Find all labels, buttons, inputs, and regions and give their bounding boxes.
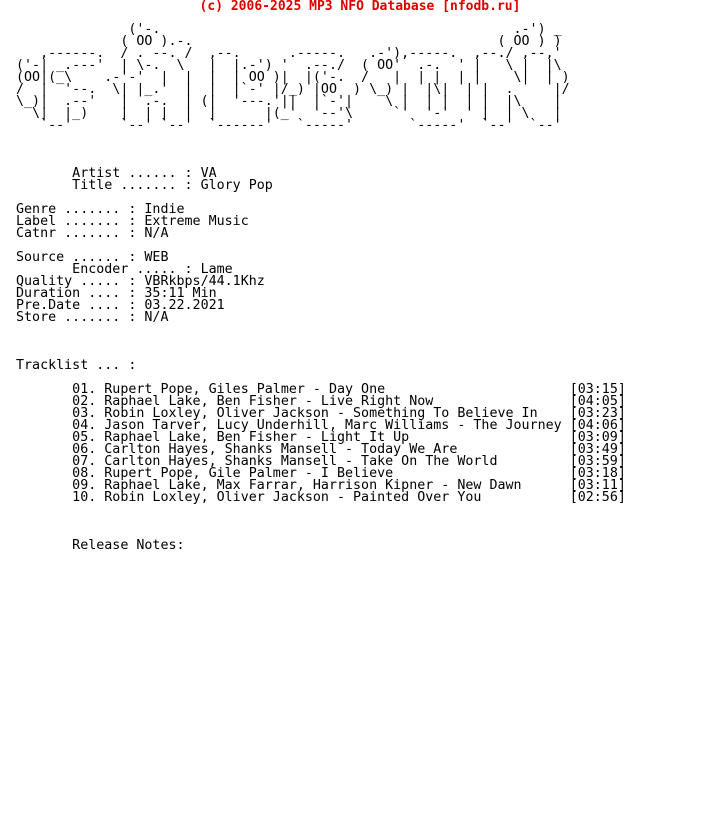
catnr-label: Catnr ....... : [16, 226, 137, 241]
label-label: Label ....... : [16, 214, 137, 229]
track-title: Rupert Pope, Gile Palmer - I Believe [104, 466, 394, 481]
track-number: 07. [72, 454, 97, 469]
nfo-document [16, 24, 626, 552]
track-title: Robin Loxley, Oliver Jackson - Painted Over You [104, 490, 482, 505]
tracklist-label: Tracklist ... : [16, 358, 137, 373]
copyright-header: (c) 2006-2025 MP3 NFO Database [nfodb.ru] [199, 0, 521, 14]
track-title: Carlton Hayes, Shanks Mansell - Take On The World [104, 454, 498, 469]
tracklist [16, 382, 626, 505]
track-duration: [03:18] [569, 466, 626, 481]
track-number: 09. [72, 478, 97, 493]
source-label: Source ...... : [16, 250, 137, 265]
artist-value: VA [200, 166, 217, 181]
track-title: Raphael Lake, Ben Fisher - Live Right Now [104, 394, 434, 409]
title-label: Title ....... : [72, 178, 193, 193]
track-title: Jason Tarver, Lucy Underhill, Marc Williams - The Journey [104, 418, 562, 433]
logo-line: \| |_) | | | | | |(_' '--'\ `' '-' ' | | \ | [32, 106, 562, 121]
artist-label: Artist ...... : [72, 166, 193, 181]
source-value: WEB [144, 250, 169, 265]
track-duration: [03:49] [569, 442, 626, 457]
duration-value: 35:11 Min [144, 286, 217, 301]
track-duration: [03:15] [569, 382, 626, 397]
track-number: 08. [72, 466, 97, 481]
track-number: 05. [72, 430, 97, 445]
track-number: 04. [72, 418, 97, 433]
store-label: Store ....... : [16, 310, 137, 325]
track-duration: [04:06] [569, 418, 626, 433]
encoder-label: Encoder ..... : [72, 262, 193, 277]
logo-line: ( OO ).-. ( OO ) ) [120, 34, 562, 49]
track-number: 06. [72, 442, 97, 457]
track-title: Rupert Pope, Giles Palmer - Day One [104, 382, 386, 397]
catnr-value: N/A [144, 226, 169, 241]
logo-line: / | '--. \| |_.' | | |`-' |/_) |OO ) \_) | |\| | | . |/ [16, 82, 570, 97]
encoder-value: Lame [200, 262, 233, 277]
logo-line: \_)| .--' | .-. | (| '---.'|| |`-'| \ | | | | | |\ | [16, 94, 562, 109]
track-number: 01. [72, 382, 97, 397]
track-number: 10. [72, 490, 97, 505]
track-duration: [04:05] [569, 394, 626, 409]
logo-line: ('-. .-') _ [128, 22, 562, 37]
track-row [16, 490, 626, 505]
label-value: Extreme Music [144, 214, 249, 229]
genre-value: Indie [144, 202, 185, 217]
track-title: Carlton Hayes, Shanks Mansell - Today We Are [104, 442, 458, 457]
quality-value: VBRkbps/44.1Khz [144, 274, 265, 289]
track-title: Robin Loxley, Oliver Jackson - Something To Believe In [104, 406, 538, 421]
track-duration: [02:56] [569, 490, 626, 505]
genre-label: Genre ....... : [16, 202, 137, 217]
logo-line: ('-| _.---' | \-. \ | |.-') ' .--./ ( OO' .-. ' | \ | |\ [16, 58, 562, 73]
track-title: Raphael Lake, Max Farrar, Harrison Kipner - New Dawn [104, 478, 522, 493]
logo-line: ,------. / . --. / ,--. .-----. .-'),-----. ,--./ ,--,' [40, 46, 562, 61]
track-duration: [03:59] [569, 454, 626, 469]
predate-value: 03.22.2021 [144, 298, 225, 313]
quality-label: Quality ..... : [16, 274, 137, 289]
duration-label: Duration .... : [16, 286, 137, 301]
release-notes-label: Release Notes: [72, 538, 185, 553]
track-number: 02. [72, 394, 97, 409]
track-duration: [03:11] [569, 478, 626, 493]
track-duration: [03:09] [569, 430, 626, 445]
title-value: Glory Pop [200, 178, 273, 193]
logo-line: (OO|(_\ .-'-' | | | | OO )| |('-. / | | | | | \| | ) [16, 70, 570, 85]
store-value: N/A [144, 310, 169, 325]
track-number: 03. [72, 406, 97, 421]
predate-label: Pre.Date .... : [16, 298, 137, 313]
track-duration: [03:23] [569, 406, 626, 421]
logo-line: `--' `--' `--' `------' `-----' `-----' `--' `--' [16, 118, 562, 133]
logo-ascii [16, 22, 570, 133]
track-title: Raphael Lake, Ben Fisher - Light It Up [104, 430, 410, 445]
